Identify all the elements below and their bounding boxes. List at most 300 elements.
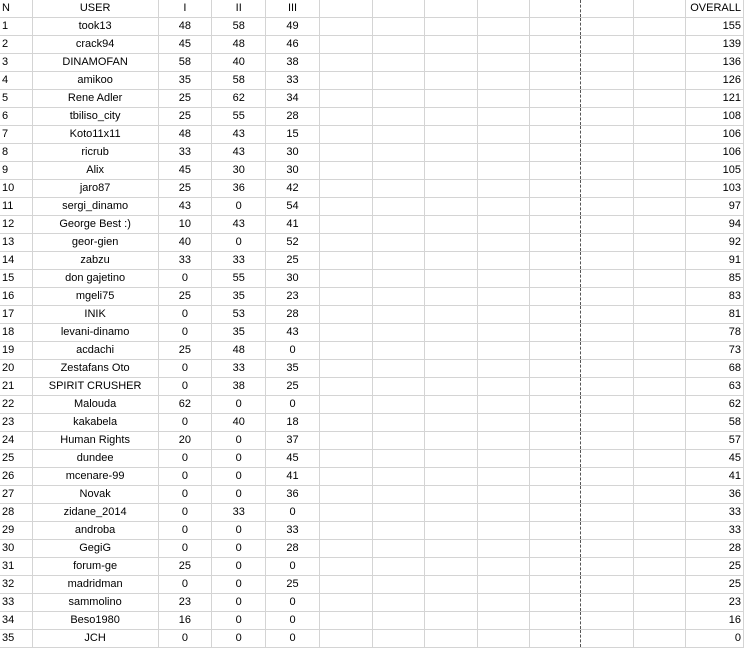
empty-cell[interactable] [319, 432, 372, 450]
round-1-cell[interactable]: 0 [158, 360, 212, 378]
empty-cell[interactable] [633, 288, 686, 306]
empty-cell[interactable] [633, 108, 686, 126]
empty-cell[interactable] [633, 270, 686, 288]
rank-cell[interactable]: 9 [0, 162, 32, 180]
rank-cell[interactable]: 12 [0, 216, 32, 234]
empty-cell[interactable] [372, 468, 425, 486]
empty-cell[interactable] [319, 504, 372, 522]
round-1-cell[interactable]: 0 [158, 306, 212, 324]
empty-cell[interactable] [580, 126, 633, 144]
overall-cell[interactable]: 62 [686, 396, 744, 414]
empty-cell[interactable] [477, 324, 530, 342]
empty-cell[interactable] [372, 108, 425, 126]
user-cell[interactable]: madridman [32, 576, 158, 594]
empty-cell[interactable] [319, 180, 372, 198]
round-2-cell[interactable]: 62 [212, 90, 266, 108]
empty-cell[interactable] [319, 72, 372, 90]
empty-cell[interactable] [372, 288, 425, 306]
overall-cell[interactable]: 68 [686, 360, 744, 378]
round-1-cell[interactable]: 0 [158, 504, 212, 522]
empty-cell[interactable] [425, 108, 478, 126]
empty-cell[interactable] [633, 90, 686, 108]
rank-cell[interactable]: 28 [0, 504, 32, 522]
round-2-cell[interactable]: 0 [212, 558, 266, 576]
round-3-cell[interactable]: 34 [266, 90, 320, 108]
round-3-cell[interactable]: 23 [266, 288, 320, 306]
empty-cell[interactable] [530, 576, 581, 594]
rank-cell[interactable]: 31 [0, 558, 32, 576]
empty-cell[interactable] [319, 612, 372, 630]
empty-cell[interactable] [477, 18, 530, 36]
empty-cell[interactable] [633, 450, 686, 468]
empty-cell[interactable] [477, 54, 530, 72]
empty-cell[interactable] [633, 594, 686, 612]
round-3-cell[interactable]: 0 [266, 396, 320, 414]
empty-cell[interactable] [372, 504, 425, 522]
round-3-cell[interactable]: 49 [266, 18, 320, 36]
empty-cell[interactable] [530, 36, 581, 54]
overall-cell[interactable]: 103 [686, 180, 744, 198]
round-1-cell[interactable]: 33 [158, 144, 212, 162]
empty-cell[interactable] [580, 144, 633, 162]
empty-cell[interactable] [477, 198, 530, 216]
empty-cell[interactable] [530, 54, 581, 72]
empty-cell[interactable] [580, 180, 633, 198]
rank-cell[interactable]: 15 [0, 270, 32, 288]
user-cell[interactable]: jaro87 [32, 180, 158, 198]
empty-cell[interactable] [530, 612, 581, 630]
round-2-cell[interactable]: 0 [212, 468, 266, 486]
empty-cell[interactable] [372, 180, 425, 198]
round-3-cell[interactable]: 28 [266, 306, 320, 324]
empty-cell[interactable] [319, 396, 372, 414]
column-header[interactable] [477, 0, 530, 18]
empty-cell[interactable] [319, 90, 372, 108]
round-1-cell[interactable]: 45 [158, 162, 212, 180]
empty-cell[interactable] [425, 630, 478, 648]
empty-cell[interactable] [477, 630, 530, 648]
rank-cell[interactable]: 8 [0, 144, 32, 162]
empty-cell[interactable] [425, 216, 478, 234]
empty-cell[interactable] [530, 360, 581, 378]
empty-cell[interactable] [580, 558, 633, 576]
round-2-cell[interactable]: 58 [212, 18, 266, 36]
round-3-cell[interactable]: 25 [266, 576, 320, 594]
empty-cell[interactable] [530, 234, 581, 252]
empty-cell[interactable] [580, 270, 633, 288]
empty-cell[interactable] [580, 252, 633, 270]
empty-cell[interactable] [425, 306, 478, 324]
empty-cell[interactable] [372, 594, 425, 612]
empty-cell[interactable] [580, 162, 633, 180]
empty-cell[interactable] [477, 468, 530, 486]
empty-cell[interactable] [633, 612, 686, 630]
empty-cell[interactable] [633, 468, 686, 486]
empty-cell[interactable] [530, 288, 581, 306]
empty-cell[interactable] [580, 612, 633, 630]
empty-cell[interactable] [580, 18, 633, 36]
empty-cell[interactable] [372, 162, 425, 180]
empty-cell[interactable] [530, 594, 581, 612]
empty-cell[interactable] [477, 270, 530, 288]
empty-cell[interactable] [580, 72, 633, 90]
empty-cell[interactable] [477, 288, 530, 306]
rank-cell[interactable]: 10 [0, 180, 32, 198]
rank-cell[interactable]: 4 [0, 72, 32, 90]
empty-cell[interactable] [319, 198, 372, 216]
empty-cell[interactable] [580, 234, 633, 252]
overall-cell[interactable]: 81 [686, 306, 744, 324]
user-cell[interactable]: SPIRIT CRUSHER [32, 378, 158, 396]
empty-cell[interactable] [530, 486, 581, 504]
round-2-cell[interactable]: 33 [212, 504, 266, 522]
user-cell[interactable]: geor-gien [32, 234, 158, 252]
user-cell[interactable]: don gajetino [32, 270, 158, 288]
column-header[interactable]: I [158, 0, 212, 18]
rank-cell[interactable]: 32 [0, 576, 32, 594]
column-header[interactable]: N [0, 0, 32, 18]
empty-cell[interactable] [477, 450, 530, 468]
empty-cell[interactable] [530, 162, 581, 180]
round-2-cell[interactable]: 33 [212, 252, 266, 270]
empty-cell[interactable] [477, 486, 530, 504]
rank-cell[interactable]: 19 [0, 342, 32, 360]
round-2-cell[interactable]: 30 [212, 162, 266, 180]
empty-cell[interactable] [372, 558, 425, 576]
empty-cell[interactable] [477, 342, 530, 360]
column-header[interactable]: III [266, 0, 320, 18]
user-cell[interactable]: amikoo [32, 72, 158, 90]
empty-cell[interactable] [372, 144, 425, 162]
empty-cell[interactable] [425, 72, 478, 90]
round-1-cell[interactable]: 25 [158, 558, 212, 576]
overall-cell[interactable]: 73 [686, 342, 744, 360]
round-1-cell[interactable]: 25 [158, 288, 212, 306]
empty-cell[interactable] [633, 324, 686, 342]
rank-cell[interactable]: 24 [0, 432, 32, 450]
round-3-cell[interactable]: 33 [266, 522, 320, 540]
empty-cell[interactable] [580, 396, 633, 414]
empty-cell[interactable] [425, 576, 478, 594]
empty-cell[interactable] [530, 108, 581, 126]
user-cell[interactable]: took13 [32, 18, 158, 36]
empty-cell[interactable] [477, 90, 530, 108]
rank-cell[interactable]: 26 [0, 468, 32, 486]
empty-cell[interactable] [425, 126, 478, 144]
user-cell[interactable]: forum-ge [32, 558, 158, 576]
user-cell[interactable]: zabzu [32, 252, 158, 270]
rank-cell[interactable]: 27 [0, 486, 32, 504]
rank-cell[interactable]: 29 [0, 522, 32, 540]
rank-cell[interactable]: 17 [0, 306, 32, 324]
empty-cell[interactable] [580, 594, 633, 612]
round-1-cell[interactable]: 58 [158, 54, 212, 72]
empty-cell[interactable] [477, 612, 530, 630]
round-3-cell[interactable]: 0 [266, 342, 320, 360]
round-2-cell[interactable]: 43 [212, 144, 266, 162]
empty-cell[interactable] [425, 360, 478, 378]
overall-cell[interactable]: 78 [686, 324, 744, 342]
empty-cell[interactable] [319, 18, 372, 36]
round-2-cell[interactable]: 0 [212, 486, 266, 504]
user-cell[interactable]: George Best :) [32, 216, 158, 234]
overall-cell[interactable]: 33 [686, 504, 744, 522]
overall-cell[interactable]: 139 [686, 36, 744, 54]
round-2-cell[interactable]: 0 [212, 396, 266, 414]
user-cell[interactable]: acdachi [32, 342, 158, 360]
empty-cell[interactable] [372, 72, 425, 90]
empty-cell[interactable] [372, 252, 425, 270]
round-2-cell[interactable]: 0 [212, 234, 266, 252]
column-header[interactable]: OVERALL [686, 0, 744, 18]
empty-cell[interactable] [633, 432, 686, 450]
empty-cell[interactable] [425, 342, 478, 360]
overall-cell[interactable]: 45 [686, 450, 744, 468]
empty-cell[interactable] [477, 540, 530, 558]
empty-cell[interactable] [530, 72, 581, 90]
round-3-cell[interactable]: 54 [266, 198, 320, 216]
round-2-cell[interactable]: 38 [212, 378, 266, 396]
overall-cell[interactable]: 83 [686, 288, 744, 306]
empty-cell[interactable] [477, 522, 530, 540]
empty-cell[interactable] [319, 576, 372, 594]
empty-cell[interactable] [425, 252, 478, 270]
user-cell[interactable]: sergi_dinamo [32, 198, 158, 216]
empty-cell[interactable] [319, 162, 372, 180]
overall-cell[interactable]: 105 [686, 162, 744, 180]
empty-cell[interactable] [633, 342, 686, 360]
round-2-cell[interactable]: 35 [212, 324, 266, 342]
user-cell[interactable]: crack94 [32, 36, 158, 54]
rank-cell[interactable]: 6 [0, 108, 32, 126]
round-1-cell[interactable]: 20 [158, 432, 212, 450]
empty-cell[interactable] [372, 450, 425, 468]
empty-cell[interactable] [372, 540, 425, 558]
round-3-cell[interactable]: 52 [266, 234, 320, 252]
round-2-cell[interactable]: 0 [212, 198, 266, 216]
user-cell[interactable]: Novak [32, 486, 158, 504]
empty-cell[interactable] [580, 468, 633, 486]
column-header[interactable] [530, 0, 581, 18]
rank-cell[interactable]: 21 [0, 378, 32, 396]
empty-cell[interactable] [319, 468, 372, 486]
empty-cell[interactable] [425, 162, 478, 180]
empty-cell[interactable] [530, 450, 581, 468]
empty-cell[interactable] [580, 342, 633, 360]
empty-cell[interactable] [425, 486, 478, 504]
empty-cell[interactable] [425, 432, 478, 450]
round-1-cell[interactable]: 0 [158, 450, 212, 468]
empty-cell[interactable] [319, 234, 372, 252]
empty-cell[interactable] [633, 198, 686, 216]
round-3-cell[interactable]: 41 [266, 216, 320, 234]
round-3-cell[interactable]: 41 [266, 468, 320, 486]
rank-cell[interactable]: 35 [0, 630, 32, 648]
empty-cell[interactable] [633, 72, 686, 90]
empty-cell[interactable] [319, 252, 372, 270]
overall-cell[interactable]: 106 [686, 144, 744, 162]
empty-cell[interactable] [372, 54, 425, 72]
overall-cell[interactable]: 25 [686, 576, 744, 594]
round-3-cell[interactable]: 36 [266, 486, 320, 504]
empty-cell[interactable] [477, 36, 530, 54]
round-1-cell[interactable]: 0 [158, 414, 212, 432]
empty-cell[interactable] [319, 594, 372, 612]
empty-cell[interactable] [319, 306, 372, 324]
rank-cell[interactable]: 13 [0, 234, 32, 252]
round-1-cell[interactable]: 25 [158, 342, 212, 360]
empty-cell[interactable] [633, 504, 686, 522]
round-3-cell[interactable]: 0 [266, 558, 320, 576]
empty-cell[interactable] [580, 324, 633, 342]
user-cell[interactable]: kakabela [32, 414, 158, 432]
round-1-cell[interactable]: 62 [158, 396, 212, 414]
rank-cell[interactable]: 30 [0, 540, 32, 558]
rank-cell[interactable]: 3 [0, 54, 32, 72]
empty-cell[interactable] [319, 630, 372, 648]
empty-cell[interactable] [425, 540, 478, 558]
round-1-cell[interactable]: 40 [158, 234, 212, 252]
empty-cell[interactable] [372, 396, 425, 414]
round-3-cell[interactable]: 30 [266, 270, 320, 288]
empty-cell[interactable] [319, 126, 372, 144]
empty-cell[interactable] [633, 18, 686, 36]
empty-cell[interactable] [530, 180, 581, 198]
round-2-cell[interactable]: 0 [212, 450, 266, 468]
empty-cell[interactable] [372, 216, 425, 234]
round-2-cell[interactable]: 0 [212, 540, 266, 558]
overall-cell[interactable]: 36 [686, 486, 744, 504]
empty-cell[interactable] [580, 486, 633, 504]
empty-cell[interactable] [477, 558, 530, 576]
empty-cell[interactable] [372, 378, 425, 396]
round-3-cell[interactable]: 15 [266, 126, 320, 144]
round-3-cell[interactable]: 33 [266, 72, 320, 90]
empty-cell[interactable] [372, 360, 425, 378]
empty-cell[interactable] [530, 630, 581, 648]
rank-cell[interactable]: 23 [0, 414, 32, 432]
empty-cell[interactable] [425, 468, 478, 486]
empty-cell[interactable] [633, 216, 686, 234]
empty-cell[interactable] [530, 558, 581, 576]
empty-cell[interactable] [633, 234, 686, 252]
overall-cell[interactable]: 94 [686, 216, 744, 234]
empty-cell[interactable] [580, 90, 633, 108]
overall-cell[interactable]: 121 [686, 90, 744, 108]
empty-cell[interactable] [580, 450, 633, 468]
rank-cell[interactable]: 7 [0, 126, 32, 144]
round-1-cell[interactable]: 48 [158, 126, 212, 144]
overall-cell[interactable]: 41 [686, 468, 744, 486]
empty-cell[interactable] [319, 558, 372, 576]
user-cell[interactable]: JCH [32, 630, 158, 648]
empty-cell[interactable] [580, 54, 633, 72]
empty-cell[interactable] [477, 396, 530, 414]
round-1-cell[interactable]: 0 [158, 630, 212, 648]
empty-cell[interactable] [372, 126, 425, 144]
empty-cell[interactable] [530, 414, 581, 432]
round-2-cell[interactable]: 43 [212, 216, 266, 234]
empty-cell[interactable] [580, 576, 633, 594]
empty-cell[interactable] [530, 540, 581, 558]
empty-cell[interactable] [633, 414, 686, 432]
user-cell[interactable]: Alix [32, 162, 158, 180]
empty-cell[interactable] [425, 612, 478, 630]
user-cell[interactable]: DINAMOFAN [32, 54, 158, 72]
empty-cell[interactable] [425, 558, 478, 576]
empty-cell[interactable] [530, 144, 581, 162]
empty-cell[interactable] [425, 180, 478, 198]
rank-cell[interactable]: 2 [0, 36, 32, 54]
empty-cell[interactable] [580, 36, 633, 54]
round-2-cell[interactable]: 40 [212, 414, 266, 432]
overall-cell[interactable]: 25 [686, 558, 744, 576]
empty-cell[interactable] [580, 360, 633, 378]
overall-cell[interactable]: 97 [686, 198, 744, 216]
empty-cell[interactable] [319, 270, 372, 288]
user-cell[interactable]: INIK [32, 306, 158, 324]
empty-cell[interactable] [530, 342, 581, 360]
empty-cell[interactable] [319, 540, 372, 558]
overall-cell[interactable]: 58 [686, 414, 744, 432]
round-3-cell[interactable]: 37 [266, 432, 320, 450]
round-2-cell[interactable]: 55 [212, 108, 266, 126]
empty-cell[interactable] [372, 432, 425, 450]
round-1-cell[interactable]: 43 [158, 198, 212, 216]
empty-cell[interactable] [530, 432, 581, 450]
empty-cell[interactable] [425, 522, 478, 540]
empty-cell[interactable] [477, 252, 530, 270]
empty-cell[interactable] [319, 216, 372, 234]
empty-cell[interactable] [319, 54, 372, 72]
empty-cell[interactable] [319, 486, 372, 504]
empty-cell[interactable] [477, 504, 530, 522]
user-cell[interactable]: zidane_2014 [32, 504, 158, 522]
overall-cell[interactable]: 33 [686, 522, 744, 540]
empty-cell[interactable] [477, 144, 530, 162]
round-2-cell[interactable]: 33 [212, 360, 266, 378]
empty-cell[interactable] [580, 522, 633, 540]
user-cell[interactable]: androba [32, 522, 158, 540]
empty-cell[interactable] [580, 378, 633, 396]
empty-cell[interactable] [372, 576, 425, 594]
round-1-cell[interactable]: 0 [158, 522, 212, 540]
column-header[interactable] [425, 0, 478, 18]
empty-cell[interactable] [477, 216, 530, 234]
user-cell[interactable]: Rene Adler [32, 90, 158, 108]
empty-cell[interactable] [425, 36, 478, 54]
user-cell[interactable]: sammolino [32, 594, 158, 612]
rank-cell[interactable]: 11 [0, 198, 32, 216]
empty-cell[interactable] [319, 360, 372, 378]
user-cell[interactable]: Zestafans Oto [32, 360, 158, 378]
empty-cell[interactable] [530, 468, 581, 486]
round-1-cell[interactable]: 23 [158, 594, 212, 612]
empty-cell[interactable] [633, 306, 686, 324]
round-1-cell[interactable]: 10 [158, 216, 212, 234]
user-cell[interactable]: mgeli75 [32, 288, 158, 306]
empty-cell[interactable] [425, 198, 478, 216]
overall-cell[interactable]: 85 [686, 270, 744, 288]
empty-cell[interactable] [633, 630, 686, 648]
empty-cell[interactable] [319, 342, 372, 360]
column-header[interactable] [372, 0, 425, 18]
overall-cell[interactable]: 0 [686, 630, 744, 648]
round-2-cell[interactable]: 48 [212, 342, 266, 360]
empty-cell[interactable] [477, 576, 530, 594]
rank-cell[interactable]: 25 [0, 450, 32, 468]
empty-cell[interactable] [425, 324, 478, 342]
